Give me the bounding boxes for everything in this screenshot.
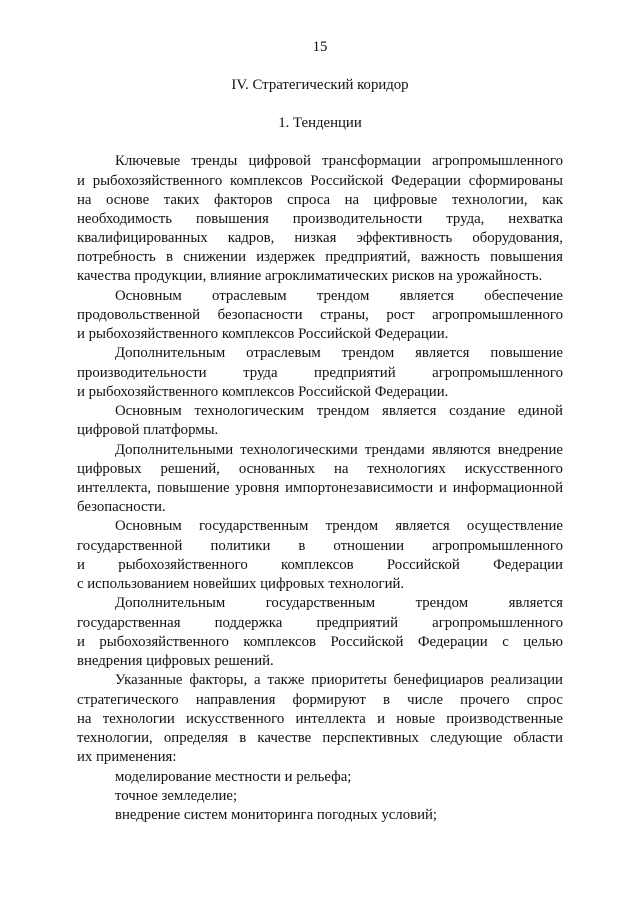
word: повышение	[490, 345, 563, 361]
word: Дополнительными	[115, 442, 234, 458]
word: новые	[396, 711, 436, 727]
word: Российской	[310, 173, 384, 189]
word: рыбохозяйственного	[118, 557, 248, 573]
word: бенефициаров	[393, 672, 484, 688]
text-line: их применения:	[77, 749, 177, 765]
word: нехватка	[508, 211, 563, 227]
word: в	[383, 692, 391, 708]
word: на	[77, 711, 92, 727]
word: отраслевым	[246, 345, 321, 361]
text-line: внедрения цифровых решений.	[77, 653, 274, 669]
word: низкая	[294, 230, 337, 246]
word: сформированы	[468, 173, 563, 189]
word: и	[77, 173, 85, 189]
word: технологии,	[77, 730, 153, 746]
text-line: и рыбохозяйственного комплексов Российской Федерации.	[77, 326, 449, 342]
word: на	[344, 192, 360, 208]
word: интеллекта	[295, 711, 366, 727]
word: важность	[420, 249, 480, 265]
word: являются	[431, 442, 491, 458]
word: целью	[523, 634, 563, 650]
word: определяя	[163, 730, 229, 746]
text-line	[77, 537, 563, 555]
word: оборудования,	[472, 230, 563, 246]
word: в	[298, 538, 306, 554]
word: трендом	[316, 288, 370, 304]
word: а	[254, 672, 261, 688]
word: и	[439, 480, 447, 496]
word: является	[395, 518, 450, 534]
text-line	[115, 594, 563, 612]
word: и	[77, 557, 85, 573]
word: внедрение	[497, 442, 563, 458]
text-line	[77, 633, 563, 651]
text-line	[77, 210, 563, 228]
word: государственной	[77, 538, 183, 554]
word: повышения	[195, 211, 269, 227]
word: повышения	[490, 249, 563, 265]
word: трендами	[364, 442, 425, 458]
text-line	[77, 691, 563, 709]
word: рыбохозяйственного	[92, 173, 223, 189]
word: Федерации	[417, 634, 488, 650]
word: также	[267, 672, 305, 688]
word: тренды	[191, 153, 238, 169]
word: рыбохозяйственного	[99, 634, 229, 650]
page-number: 15	[312, 39, 328, 55]
word: и	[377, 711, 385, 727]
word: решений,	[160, 461, 220, 477]
word: и	[77, 634, 85, 650]
text-line	[77, 460, 563, 478]
word: спроса	[287, 192, 331, 208]
word: обеспечение	[484, 288, 563, 304]
word: поддержка	[214, 615, 283, 631]
word: уровня	[235, 480, 280, 496]
text-line: моделирование местности и рельефа;	[115, 769, 352, 785]
word: перспективных	[322, 730, 419, 746]
text-line: безопасности.	[77, 499, 166, 515]
word: Дополнительным	[115, 345, 226, 361]
word: государственным	[265, 595, 376, 611]
word: производственные	[446, 711, 563, 727]
word: снижении	[183, 249, 246, 265]
word: Российской	[386, 557, 460, 573]
word: следующие	[430, 730, 503, 746]
word: является	[415, 345, 470, 361]
word: Российской	[330, 634, 404, 650]
text-line	[115, 402, 563, 420]
word: приоритеты	[311, 672, 387, 688]
word: является	[399, 288, 454, 304]
word: агропромышленного	[432, 365, 563, 381]
text-line: внедрение систем мониторинга погодных условий;	[115, 807, 438, 823]
word: интеллекта,	[77, 480, 152, 496]
text-line	[115, 441, 563, 459]
word: информационной	[452, 480, 563, 496]
text-line	[77, 229, 563, 247]
word: комплексов	[230, 173, 303, 189]
word: на	[77, 192, 92, 208]
word: производительности	[292, 211, 423, 227]
word: осуществление	[466, 518, 563, 534]
word: квалифицированных	[77, 230, 208, 246]
text-line	[77, 614, 563, 632]
text-line	[115, 152, 563, 170]
word: государственная	[77, 615, 181, 631]
word: отношении	[333, 538, 405, 554]
text-line	[115, 517, 563, 535]
text-line	[77, 306, 563, 324]
word: предприятий,	[325, 249, 411, 265]
word: импортонезависимости	[285, 480, 434, 496]
word: факторы,	[189, 672, 248, 688]
word: Федерации	[493, 557, 563, 573]
word: повышение	[156, 480, 230, 496]
word: производительности	[77, 365, 207, 381]
word: государственным	[198, 518, 309, 534]
word: создание	[449, 403, 506, 419]
text-line	[115, 287, 563, 305]
word: технологии	[102, 711, 175, 727]
word: политики	[210, 538, 271, 554]
word: таких	[163, 192, 200, 208]
word: предприятий	[314, 365, 396, 381]
word: в	[239, 730, 247, 746]
word: трендом	[316, 403, 370, 419]
text-line	[77, 479, 563, 497]
word: технологии,	[451, 192, 528, 208]
word: является	[508, 595, 563, 611]
word: трендом	[325, 518, 379, 534]
word: цифровых	[77, 461, 142, 477]
word: основанных	[238, 461, 316, 477]
section-heading: IV. Стратегический коридор	[231, 77, 409, 93]
text-line	[77, 172, 563, 190]
word: агропромышленного	[432, 538, 563, 554]
word: комплексов	[243, 634, 316, 650]
word: трансформации	[321, 153, 422, 169]
word: в	[165, 249, 173, 265]
word: трендом	[341, 345, 395, 361]
word: Дополнительным	[115, 595, 226, 611]
word: эффективность	[356, 230, 453, 246]
text-line: качества продукции, влияние агроклиматических рисков на урожайность.	[77, 268, 543, 284]
word: спрос	[526, 692, 563, 708]
word: рост	[386, 307, 415, 323]
word: формируют	[292, 692, 366, 708]
word: труда	[243, 365, 278, 381]
word: трендом	[415, 595, 469, 611]
text-line: и рыбохозяйственного комплексов Российской Федерации.	[77, 384, 449, 400]
word: единой	[517, 403, 563, 419]
text-line: точное земледелие;	[115, 788, 238, 804]
word: кадров,	[227, 230, 275, 246]
word: потребность	[77, 249, 156, 265]
word: комплексов	[281, 557, 354, 573]
word: факторов	[213, 192, 273, 208]
text-line	[77, 191, 563, 209]
word: необходимость	[77, 211, 173, 227]
word: направления	[195, 692, 276, 708]
word: агропромышленного	[432, 615, 563, 631]
word: основе	[106, 192, 150, 208]
text-line	[77, 556, 563, 574]
word: продовольственной	[77, 307, 201, 323]
text-line	[77, 710, 563, 728]
word: на	[333, 461, 349, 477]
word: агропромышленного	[432, 307, 563, 323]
word: цифровые	[373, 192, 438, 208]
word: области	[513, 730, 563, 746]
word: труда,	[446, 211, 485, 227]
word: Основным	[115, 518, 182, 534]
word: Ключевые	[115, 153, 181, 169]
word: отраслевым	[211, 288, 287, 304]
word: технологическим	[194, 403, 305, 419]
word: с	[502, 634, 509, 650]
word: как	[542, 192, 563, 208]
text-line	[77, 729, 563, 747]
word: страны,	[320, 307, 369, 323]
word: искусственного	[464, 461, 563, 477]
word: технологиях	[367, 461, 446, 477]
word: технологическими	[240, 442, 358, 458]
text-line: с использованием новейших цифровых технологий.	[77, 576, 405, 592]
word: прочего	[460, 692, 510, 708]
text-line	[115, 671, 563, 689]
text-line	[77, 364, 563, 382]
word: Основным	[115, 403, 182, 419]
word: предприятий	[316, 615, 399, 631]
word: качестве	[257, 730, 312, 746]
word: реализации	[490, 672, 563, 688]
word: Основным	[115, 288, 182, 304]
word: цифровой	[248, 153, 311, 169]
word: Федерации	[391, 173, 461, 189]
word: стратегического	[77, 692, 179, 708]
word: числе	[407, 692, 444, 708]
text-line: цифровой платформы.	[77, 422, 219, 438]
word: искусственного	[185, 711, 285, 727]
text-line	[115, 344, 563, 362]
word: безопасности	[217, 307, 303, 323]
word: агропромышленного	[432, 153, 563, 169]
word: издержек	[256, 249, 316, 265]
word: является	[382, 403, 437, 419]
word: Указанные	[115, 672, 183, 688]
text-line	[77, 248, 563, 266]
subsection-heading: 1. Тенденции	[278, 115, 362, 131]
